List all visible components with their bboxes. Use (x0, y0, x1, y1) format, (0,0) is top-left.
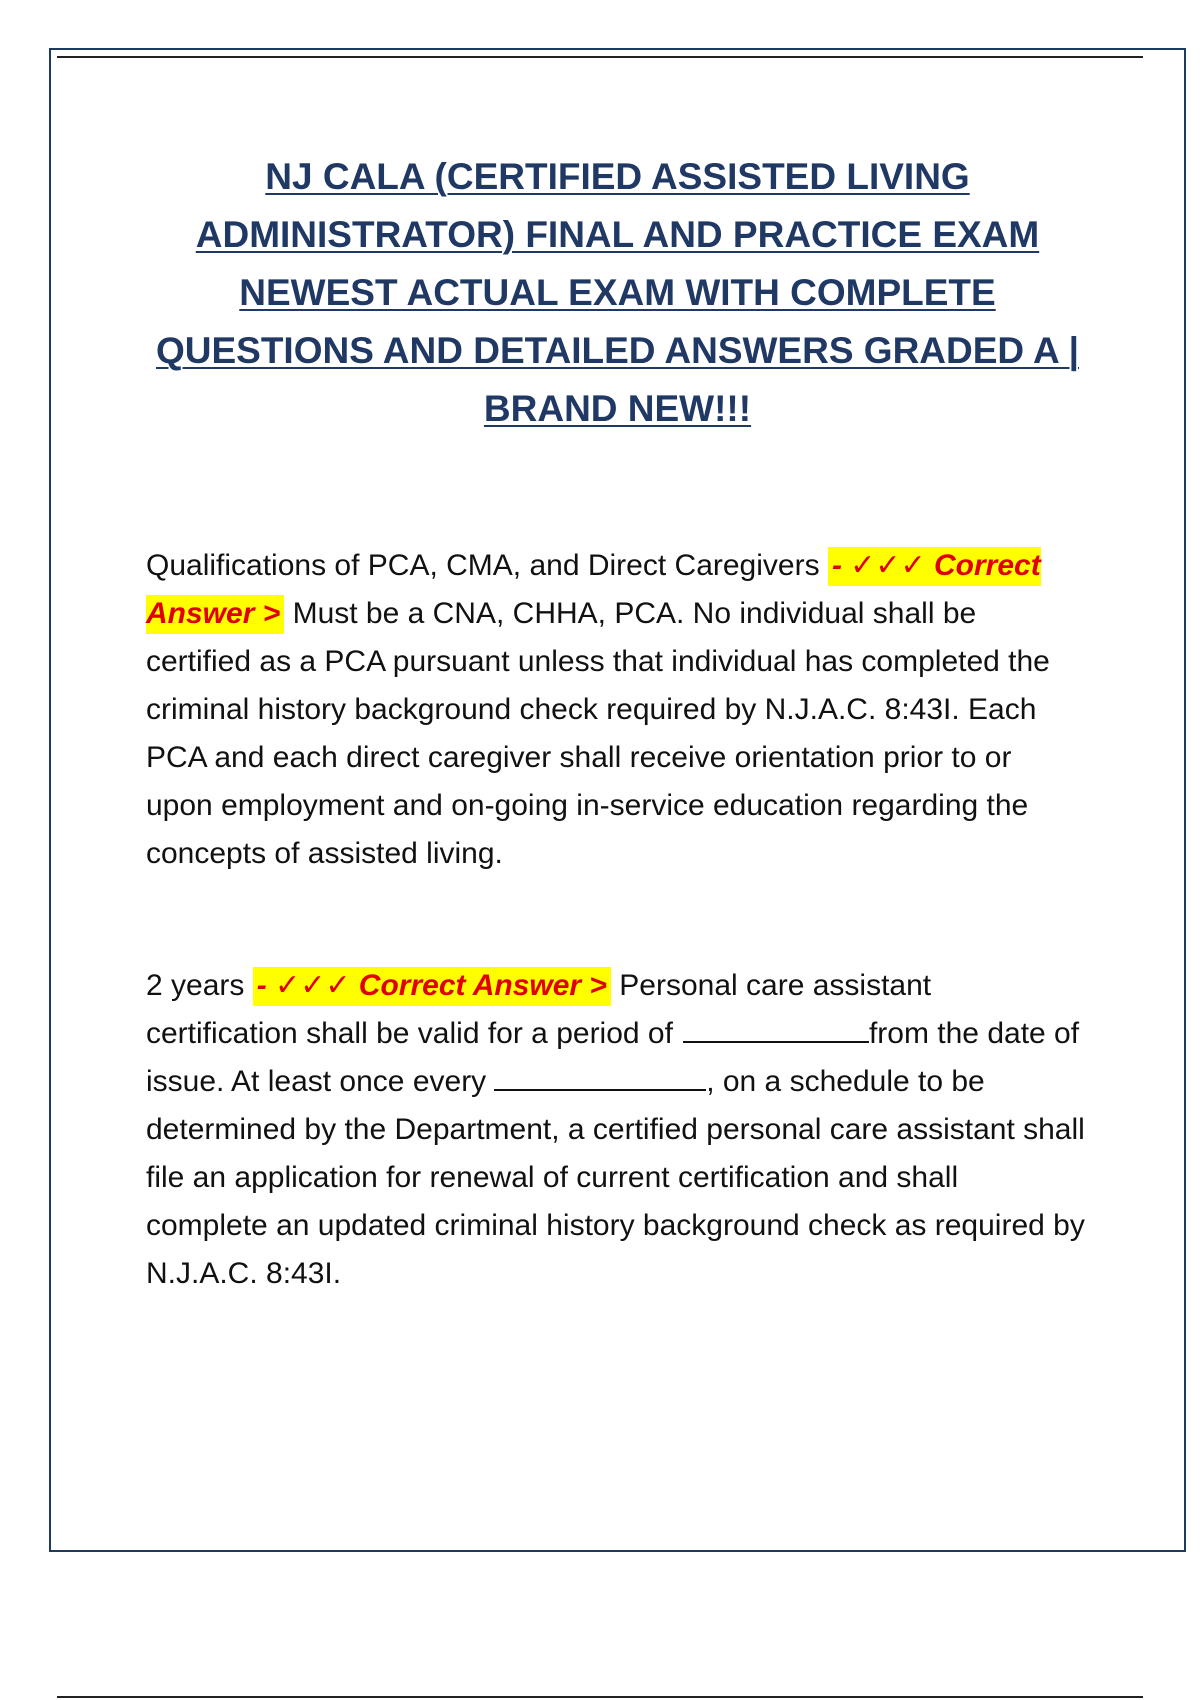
answer-text: Must be a CNA, CHHA, PCA. No individual shall be certified as a PCA pursuant unless that individual has completed the criminal history background check required by N.J.A.C. 8:43I. Each PCA and each direct caregiver shall receive orientation prior to or upon employment and on-going in-service education regarding the concepts of assisted living. (146, 597, 1050, 870)
question-text: 2 years (146, 969, 245, 1002)
qa-item-certification-period (146, 962, 1086, 1298)
correct-answer-marker: - ✓✓✓ Correct Answer > (253, 967, 611, 1006)
answer-text-part1: Personal care assistant certification shall be valid for a period of (146, 969, 932, 1050)
fill-in-blank (494, 1063, 706, 1091)
answer-text-part3: , on a schedule to be determined by the Department, a certified personal care assistant shall file an application for renewal of current certification and shall complete an updated criminal history background check as required by N.J.A.C. 8:43I. (146, 1065, 1085, 1290)
qa-item-qualifications (146, 542, 1086, 878)
answer-text-part2: from the date of issue. At least once every (146, 1017, 1080, 1098)
document-title: NJ CALA (CERTIFIED ASSISTED LIVING ADMINISTRATOR) FINAL AND PRACTICE EXAM NEWEST ACTUAL EXAM WITH COMPLETE QUESTIONS AND DETAILED ANSWERS GRADED A | BRAND NEW!!! (155, 156, 1080, 429)
fill-in-blank (683, 1015, 869, 1043)
correct-answer-marker: - ✓✓✓ Correct Answer > (146, 547, 1041, 634)
question-text: Qualifications of PCA, CMA, and Direct Caregivers (146, 549, 820, 582)
top-rule (57, 56, 1143, 58)
bottom-rule (57, 1696, 1143, 1698)
